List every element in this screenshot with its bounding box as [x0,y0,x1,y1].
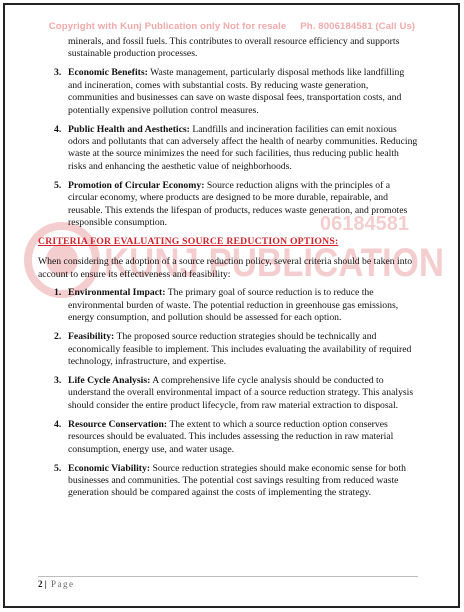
continued-paragraph: minerals, and fossil fuels. This contributes to overall resource efficiency and supports sustainable production processes. [68,36,400,60]
list-item [38,124,418,174]
item-text: The extent to which a source reduction option conserves resources should be evaluated. This includes assessing the reduction in raw material consumption, energy use, and water usage. [68,418,394,455]
item-text: A comprehensive life cycle analysis should be conducted to understand the overall environmental impact of a source reduction strategy. This analysis should consider the entire product lifecycle, from raw material extraction to disposal. [68,374,414,411]
page-label: Page [50,579,75,589]
item-number: 4. [54,418,62,430]
item-number: 3. [54,374,62,386]
item-text: Landfills and incineration facilities can emit noxious odors and pollutants that can adversely affect the health of nearby communities. Reducing waste at the source minimizes the need for such facilities, thus reducing public health risks and enhancing the aesthetic value of neighborhoods. [68,123,418,172]
criteria-list [38,287,418,499]
item-title: Life Cycle Analysis: [68,374,151,386]
item-number: 5. [54,462,62,474]
list-item [38,375,418,412]
benefits-list [38,67,418,229]
copyright-text: Copyright with Kunj Publication only Not for resale [48,21,287,32]
item-number: 5. [54,179,62,191]
item-title: Economic Viability: [68,462,151,474]
page-footer [38,576,418,589]
item-text: Source reduction strategies should make economic sense for both businesses and communities. The potential cost savings resulting from reduced waste generation should be compared against the costs of implementing the strategy. [68,462,406,499]
item-title: Economic Benefits: [68,67,148,79]
document-body [38,36,418,506]
list-item [38,463,418,500]
item-text: The proposed source reduction strategies should be technically and economically feasible to implement. This includes evaluating the availability of required technology, infrastructure, and expertise. [68,331,412,367]
watermark-phone: 06184581 [320,213,409,235]
item-text: Waste management, particularly disposal methods like landfilling and incineration, comes with substantial costs. By reducing waste generation, communities and businesses can save on waste disposal fees, transportation costs, and potentially expensive pollution control measures. [68,67,405,116]
item-text: The primary goal of source reduction is to reduce the environmental burden of waste. The potential reduction in greenhouse gas emissions, energy consumption, and pollution should be assessed for each option. [68,287,399,324]
list-item [38,331,418,368]
item-number: 3. [54,67,62,79]
item-number: 1. [54,287,62,299]
footer-separator: | [44,579,47,589]
item-title: Feasibility: [68,331,115,343]
section-heading: CRITERIA FOR EVALUATING SOURCE REDUCTION OPTIONS: [38,236,339,248]
item-text: Source reduction aligns with the principles of a circular economy, where products are designed to be more durable, repairable, and reusable. This extends the lifespan of products, reduces waste generation, and promotes responsible consumption. [68,179,408,229]
item-title: Public Health and Aesthetics: [68,123,190,135]
list-item [38,180,418,230]
item-title: Promotion of Circular Economy: [68,179,205,191]
item-title: Environmental Impact: [68,287,166,299]
contact-phone: Ph. 8006184581 (Call Us) [300,21,416,32]
intro-paragraph: When considering the adoption of a source reduction policy, several criteria should be taken into account to ensure its effectiveness and feasibility: [38,256,413,280]
copyright-header [0,21,464,32]
page-number: 2 [38,579,43,589]
item-title: Resource Conservation: [68,418,168,430]
item-number: 2. [54,331,62,343]
item-number: 4. [54,123,62,135]
watermark-text: KUNJ PUBLICATION [104,241,444,285]
list-item [38,419,418,456]
list-item [38,67,418,117]
list-item [38,287,418,324]
